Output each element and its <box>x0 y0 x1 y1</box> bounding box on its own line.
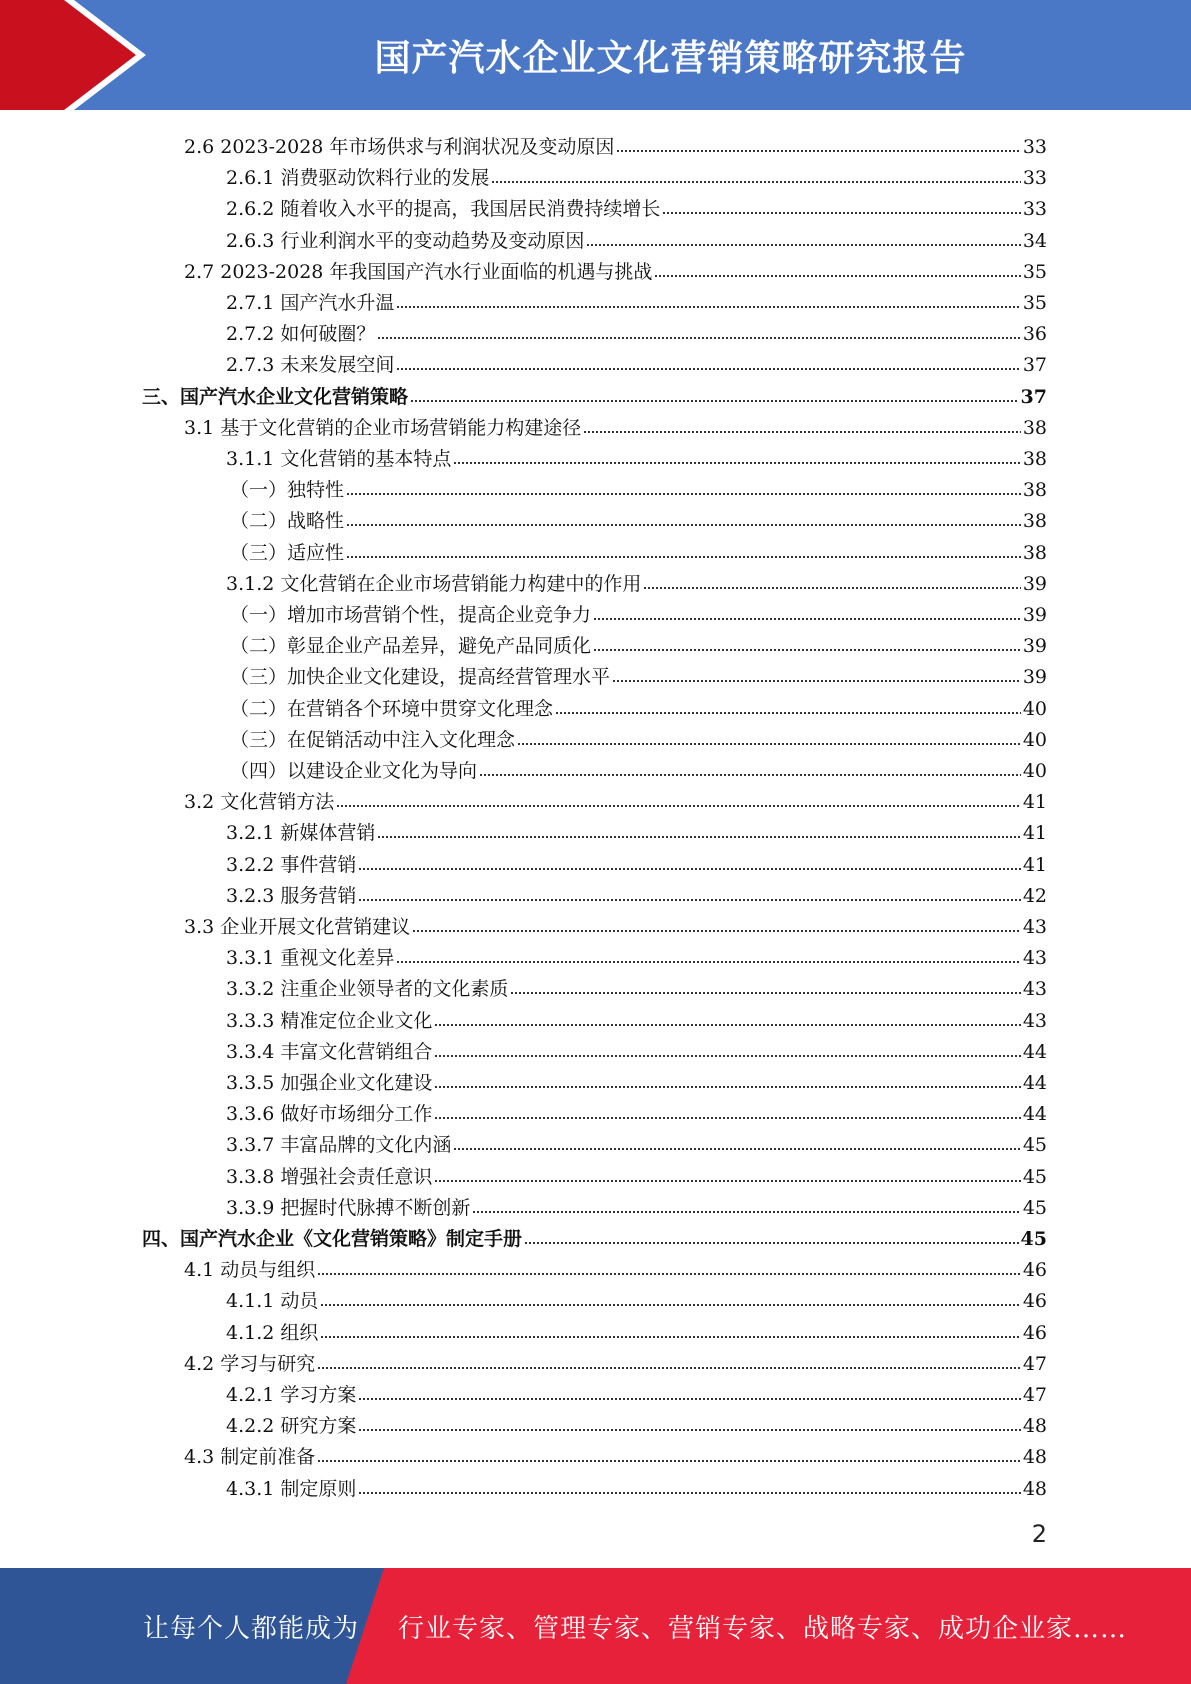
toc-entry-page: 46 <box>1022 1259 1047 1282</box>
toc-entry-label: 3.1 基于文化营销的企业市场营销能力构建途径 <box>184 416 582 439</box>
toc-dot-leader <box>358 1491 1020 1495</box>
toc-entry-page: 48 <box>1022 1415 1047 1438</box>
toc-entry-page: 38 <box>1022 479 1047 502</box>
toc-entry[interactable] <box>226 1281 1047 1312</box>
toc-entry-page: 46 <box>1022 1321 1047 1344</box>
toc-dot-leader <box>434 1085 1020 1089</box>
toc-entry-label: （三）加快企业文化建设，提高经营管理水平 <box>230 666 611 689</box>
toc-dot-leader <box>358 1397 1020 1401</box>
toc-entry[interactable] <box>226 1125 1047 1156</box>
toc-entry[interactable] <box>184 782 1047 813</box>
toc-dot-leader <box>396 305 1020 309</box>
toc-entry[interactable] <box>226 1001 1047 1032</box>
toc-entry-page: 43 <box>1022 978 1047 1001</box>
footer-slogan-right: 行业专家、管理专家、营销专家、战略专家、成功企业家…… <box>398 1613 1128 1644</box>
toc-entry[interactable] <box>226 813 1047 844</box>
toc-dot-leader <box>662 211 1020 215</box>
toc-entry[interactable] <box>226 1157 1047 1188</box>
toc-entry-page: 35 <box>1022 260 1047 283</box>
toc-entry-page: 48 <box>1022 1477 1047 1500</box>
toc-entry-label: 3.2.2 事件营销 <box>226 853 357 876</box>
toc-entry-label: 四、国产汽水企业《文化营销策略》制定手册 <box>142 1228 523 1250</box>
toc-entry[interactable] <box>226 938 1047 969</box>
toc-dot-leader <box>616 149 1020 153</box>
toc-entry[interactable] <box>184 252 1047 283</box>
toc-entry-label: （二）在营销各个环境中贯穿文化理念 <box>230 697 554 720</box>
toc-entry-label: 3.3.7 丰富品牌的文化内涵 <box>226 1134 452 1157</box>
toc-entry[interactable] <box>226 1063 1047 1094</box>
toc-entry-label: 4.3.1 制定原则 <box>226 1477 357 1500</box>
toc-dot-leader <box>524 1241 1019 1245</box>
toc-dot-leader <box>346 523 1021 527</box>
toc-entry[interactable] <box>142 1219 1047 1250</box>
toc-entry-label: 三、国产汽水企业文化营销策略 <box>142 385 409 408</box>
toc-entry[interactable] <box>230 470 1047 501</box>
toc-dot-leader <box>491 180 1020 184</box>
toc-entry-page: 39 <box>1022 604 1047 626</box>
toc-entry-page: 44 <box>1022 1072 1047 1094</box>
toc-dot-leader <box>396 367 1020 371</box>
toc-dot-leader <box>517 742 1021 746</box>
toc-dot-leader <box>434 1054 1020 1058</box>
toc-entry-label: 2.7.2 如何破圈？ <box>226 323 376 346</box>
toc-entry-page: 34 <box>1022 229 1047 252</box>
toc-dot-leader <box>346 555 1021 559</box>
toc-entry-page: 43 <box>1022 947 1047 970</box>
toc-entry-page: 40 <box>1022 760 1047 782</box>
toc-entry-label: 3.1.1 文化营销的基本特点 <box>226 448 452 470</box>
toc-entry-label: 4.1.1 动员 <box>226 1290 319 1313</box>
toc-entry-page: 43 <box>1022 1009 1047 1032</box>
toc-entry-page: 33 <box>1022 198 1047 221</box>
toc-dot-leader <box>643 586 1020 590</box>
toc-entry[interactable] <box>230 657 1047 688</box>
toc-entry-page: 44 <box>1022 1040 1047 1063</box>
toc-entry-label: 3.2 文化营销方法 <box>184 791 335 814</box>
toc-entry-page: 38 <box>1022 416 1047 439</box>
toc-entry[interactable] <box>226 969 1047 1000</box>
toc-dot-leader <box>358 867 1020 871</box>
toc-dot-leader <box>654 274 1020 278</box>
toc-entry-label: （三）在促销活动中注入文化理念 <box>230 728 516 751</box>
toc-entry-label: 2.6.1 消费驱动饮料行业的发展 <box>226 167 490 190</box>
toc-entry-page: 45 <box>1022 1196 1047 1219</box>
toc-entry-label: 3.3.5 加强企业文化建设 <box>226 1072 433 1094</box>
toc-entry[interactable] <box>230 689 1047 720</box>
toc-dot-leader <box>346 492 1021 496</box>
toc-entry[interactable] <box>226 1375 1047 1406</box>
toc-entry[interactable] <box>226 345 1047 376</box>
toc-entry[interactable] <box>184 1437 1047 1468</box>
toc-dot-leader <box>593 648 1021 652</box>
toc-dot-leader <box>612 679 1021 683</box>
toc-entry[interactable] <box>184 1344 1047 1375</box>
toc-entry-page: 39 <box>1022 666 1047 689</box>
toc-entry-page: 47 <box>1022 1384 1047 1406</box>
toc-entry-label: 3.3.8 增强社会责任意识 <box>226 1165 433 1188</box>
toc-entry-page: 40 <box>1022 697 1047 720</box>
toc-entry-page: 45 <box>1020 1228 1047 1250</box>
page-number: 2 <box>1031 1520 1047 1548</box>
toc-entry[interactable] <box>230 626 1047 657</box>
toc-entry-page: 41 <box>1022 791 1047 814</box>
toc-entry[interactable] <box>226 1188 1047 1219</box>
toc-entry-label: 2.7.3 未来发展空间 <box>226 354 395 377</box>
toc-entry-page: 37 <box>1020 385 1047 408</box>
toc-entry-page: 35 <box>1022 292 1047 314</box>
toc-entry[interactable] <box>184 408 1047 439</box>
toc-dot-leader <box>510 991 1020 995</box>
toc-entry-label: （二）彰显企业产品差异，避免产品同质化 <box>230 635 592 658</box>
toc-entry[interactable] <box>230 720 1047 751</box>
toc-entry-page: 38 <box>1022 510 1047 533</box>
toc-entry-label: 2.7 2023-2028 年我国国产汽水行业面临的机遇与挑战 <box>184 260 653 283</box>
toc-dot-leader <box>377 336 1020 340</box>
toc-entry[interactable] <box>226 876 1047 907</box>
toc-entry-label: 3.1.2 文化营销在企业市场营销能力构建中的作用 <box>226 572 642 595</box>
toc-entry[interactable] <box>226 439 1047 470</box>
toc-entry-label: （二）战略性 <box>230 510 345 533</box>
toc-dot-leader <box>434 1116 1020 1120</box>
toc-entry-label: 4.1 动员与组织 <box>184 1259 316 1282</box>
toc-entry[interactable] <box>226 314 1047 345</box>
toc-entry[interactable] <box>142 377 1047 408</box>
toc-entry[interactable] <box>226 189 1047 220</box>
toc-entry-label: 3.3 企业开展文化营销建议 <box>184 916 411 938</box>
toc-entry[interactable] <box>226 1313 1047 1344</box>
toc-entry-label: 2.6.2 随着收入水平的提高，我国居民消费持续增长 <box>226 198 661 221</box>
toc-entry-label: 2.6.3 行业利润水平的变动趋势及变动原因 <box>226 229 585 252</box>
toc-dot-leader <box>396 960 1020 964</box>
toc-entry[interactable] <box>184 127 1047 158</box>
toc-entry-label: 3.3.3 精准定位企业文化 <box>226 1009 433 1032</box>
toc-dot-leader <box>453 1147 1020 1151</box>
toc-dot-leader <box>593 617 1021 621</box>
toc-entry-label: （一）独特性 <box>230 479 345 502</box>
toc-entry-page: 40 <box>1022 728 1047 751</box>
toc-entry-page: 47 <box>1022 1352 1047 1375</box>
toc-dot-leader <box>434 1023 1020 1027</box>
toc-entry-page: 45 <box>1022 1134 1047 1157</box>
toc-dot-leader <box>453 461 1020 465</box>
toc-dot-leader <box>479 773 1021 777</box>
toc-dot-leader <box>320 1303 1020 1307</box>
toc-dot-leader <box>358 1428 1020 1432</box>
toc-dot-leader <box>336 804 1021 808</box>
toc-entry-page: 48 <box>1022 1446 1047 1469</box>
toc-entry[interactable] <box>226 564 1047 595</box>
toc-entry-label: 4.1.2 组织 <box>226 1321 319 1344</box>
toc-entry-page: 37 <box>1022 354 1047 377</box>
toc-entry[interactable] <box>226 1032 1047 1063</box>
toc-entry-page: 33 <box>1022 136 1047 158</box>
toc-entry-label: （四）以建设企业文化为导向 <box>230 760 478 782</box>
toc-entry-page: 36 <box>1022 323 1047 346</box>
toc-entry-label: 3.3.4 丰富文化营销组合 <box>226 1040 433 1063</box>
toc-entry-label: 3.3.6 做好市场细分工作 <box>226 1103 433 1126</box>
toc-entry-label: 2.6 2023-2028 年市场供求与利润状况及变动原因 <box>184 136 615 158</box>
document-title: 国产汽水企业文化营销策略研究报告 <box>374 37 967 79</box>
toc-dot-leader <box>377 835 1020 839</box>
toc-dot-leader <box>472 1210 1020 1214</box>
toc-entry[interactable] <box>230 751 1047 782</box>
toc-entry-label: 4.2.1 学习方案 <box>226 1384 357 1406</box>
toc-entry-label: 3.2.1 新媒体营销 <box>226 822 376 845</box>
toc-dot-leader <box>358 898 1020 902</box>
toc-entry-page: 38 <box>1022 541 1047 564</box>
toc-entry-label: 4.3 制定前准备 <box>184 1446 316 1469</box>
toc-dot-leader <box>586 243 1020 247</box>
toc-entry[interactable] <box>184 907 1047 938</box>
toc-entry[interactable] <box>226 1469 1047 1500</box>
toc-dot-leader <box>317 1366 1021 1370</box>
toc-dot-leader <box>320 1335 1020 1339</box>
toc-entry[interactable] <box>226 283 1047 314</box>
toc-entry-label: 4.2.2 研究方案 <box>226 1415 357 1438</box>
toc-entry-page: 39 <box>1022 635 1047 658</box>
toc-entry-page: 42 <box>1022 884 1047 907</box>
toc-entry-label: 2.7.1 国产汽水升温 <box>226 292 395 314</box>
toc-entry[interactable] <box>230 501 1047 532</box>
toc-dot-leader <box>317 1459 1021 1463</box>
toc-entry[interactable] <box>230 595 1047 626</box>
toc-entry-page: 39 <box>1022 572 1047 595</box>
toc-entry-label: （一）增加市场营销个性，提高企业竞争力 <box>230 604 592 626</box>
toc-entry-label: 4.2 学习与研究 <box>184 1352 316 1375</box>
toc-entry[interactable] <box>226 1406 1047 1437</box>
toc-dot-leader <box>583 430 1021 434</box>
toc-entry[interactable] <box>226 845 1047 876</box>
toc-dot-leader <box>317 1272 1021 1276</box>
toc-entry-page: 41 <box>1022 853 1047 876</box>
toc-entry-page: 33 <box>1022 167 1047 190</box>
toc-dot-leader <box>434 1179 1020 1183</box>
toc-entry[interactable] <box>226 158 1047 189</box>
toc-entry[interactable] <box>230 533 1047 564</box>
toc-entry-label: 3.3.9 把握时代脉搏不断创新 <box>226 1196 471 1219</box>
toc-entry-page: 41 <box>1022 822 1047 845</box>
footer-banner <box>0 1568 1191 1684</box>
toc-entry-label: 3.2.3 服务营销 <box>226 884 357 907</box>
toc-dot-leader <box>410 399 1019 403</box>
toc-entry[interactable] <box>226 221 1047 252</box>
header-banner <box>0 0 1191 110</box>
toc-entry-page: 38 <box>1022 448 1047 470</box>
toc-entry-page: 44 <box>1022 1103 1047 1126</box>
toc-entry[interactable] <box>184 1250 1047 1281</box>
toc-entry-label: 3.3.2 注重企业领导者的文化素质 <box>226 978 509 1001</box>
toc-entry-page: 43 <box>1022 916 1047 938</box>
toc-entry-page: 46 <box>1022 1290 1047 1313</box>
toc-entry[interactable] <box>226 1094 1047 1125</box>
toc-entry-label: （三）适应性 <box>230 541 345 564</box>
toc-entry-page: 45 <box>1022 1165 1047 1188</box>
toc-dot-leader <box>555 711 1021 715</box>
toc-dot-leader <box>412 929 1021 933</box>
toc-entry-label: 3.3.1 重视文化差异 <box>226 947 395 970</box>
footer-slogan-left: 让每个人都能成为 <box>143 1613 360 1644</box>
